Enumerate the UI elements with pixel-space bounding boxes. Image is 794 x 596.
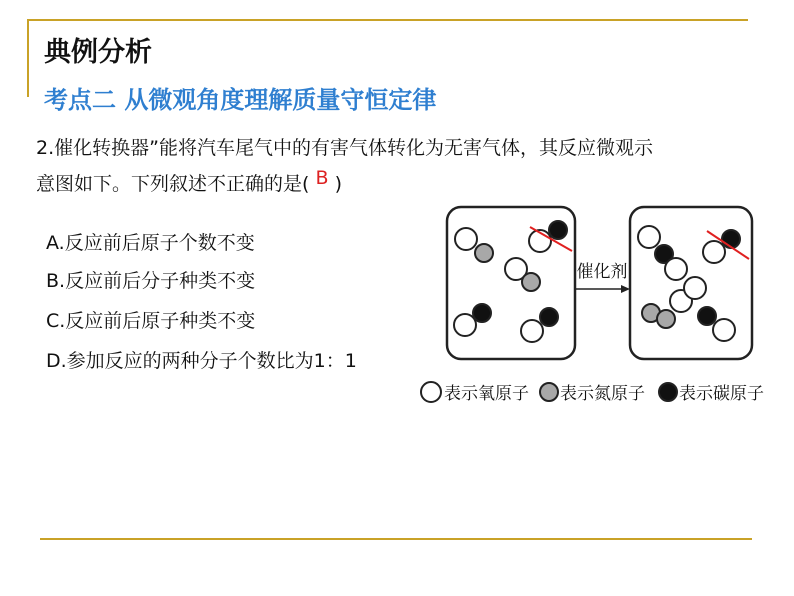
legend-oxygen: 表示氧原子	[444, 384, 529, 404]
option-c: C.反应前后原子种类不变	[46, 310, 256, 332]
oxygen-atom	[703, 241, 725, 263]
carbon-atom	[473, 304, 491, 322]
oxygen-atom	[713, 319, 735, 341]
nitrogen-atom	[657, 310, 675, 328]
bottom-rule	[40, 538, 752, 540]
option-d: D.参加反应的两种分子个数比为1：1	[46, 350, 357, 372]
question-line-2-suffix: )	[334, 173, 342, 195]
legend-nitrogen: 表示氮原子	[560, 384, 645, 404]
oxygen-atom	[454, 314, 476, 336]
nitrogen-atom	[522, 273, 540, 291]
question-line-2	[36, 166, 776, 202]
oxygen-atom	[455, 228, 477, 250]
oxygen-atom	[665, 258, 687, 280]
carbon-atom	[549, 221, 567, 239]
question-line-2-prefix: 意图如下。下列叙述不正确的是(	[36, 173, 310, 195]
carbon-atom	[698, 307, 716, 325]
oxygen-atom	[638, 226, 660, 248]
arrow-head-icon	[621, 285, 630, 293]
carbon-legend-icon	[659, 383, 677, 401]
question-line-1: 2.催化转换器”能将汽车尾气中的有害气体转化为无害气体，其反应微观示	[36, 137, 653, 159]
oxygen-atom	[521, 320, 543, 342]
section-subtitle: 考点二 从微观角度理解质量守恒定律	[44, 86, 437, 114]
page-title: 典例分析	[44, 37, 152, 68]
option-a: A.反应前后原子个数不变	[46, 232, 255, 254]
catalyst-label: 催化剂	[576, 262, 628, 282]
oxygen-legend-icon	[421, 382, 441, 402]
reaction-diagram	[412, 205, 782, 410]
left-accent-bar	[27, 19, 29, 97]
oxygen-atom	[684, 277, 706, 299]
carbon-atom	[722, 230, 740, 248]
carbon-atom	[540, 308, 558, 326]
nitrogen-atom	[475, 244, 493, 262]
nitrogen-legend-icon	[540, 383, 558, 401]
top-rule	[27, 19, 748, 21]
question-text	[36, 130, 776, 202]
legend-carbon: 表示碳原子	[679, 384, 764, 404]
answer-mark: B	[315, 167, 329, 189]
option-b: B.反应前后分子种类不变	[46, 270, 256, 292]
